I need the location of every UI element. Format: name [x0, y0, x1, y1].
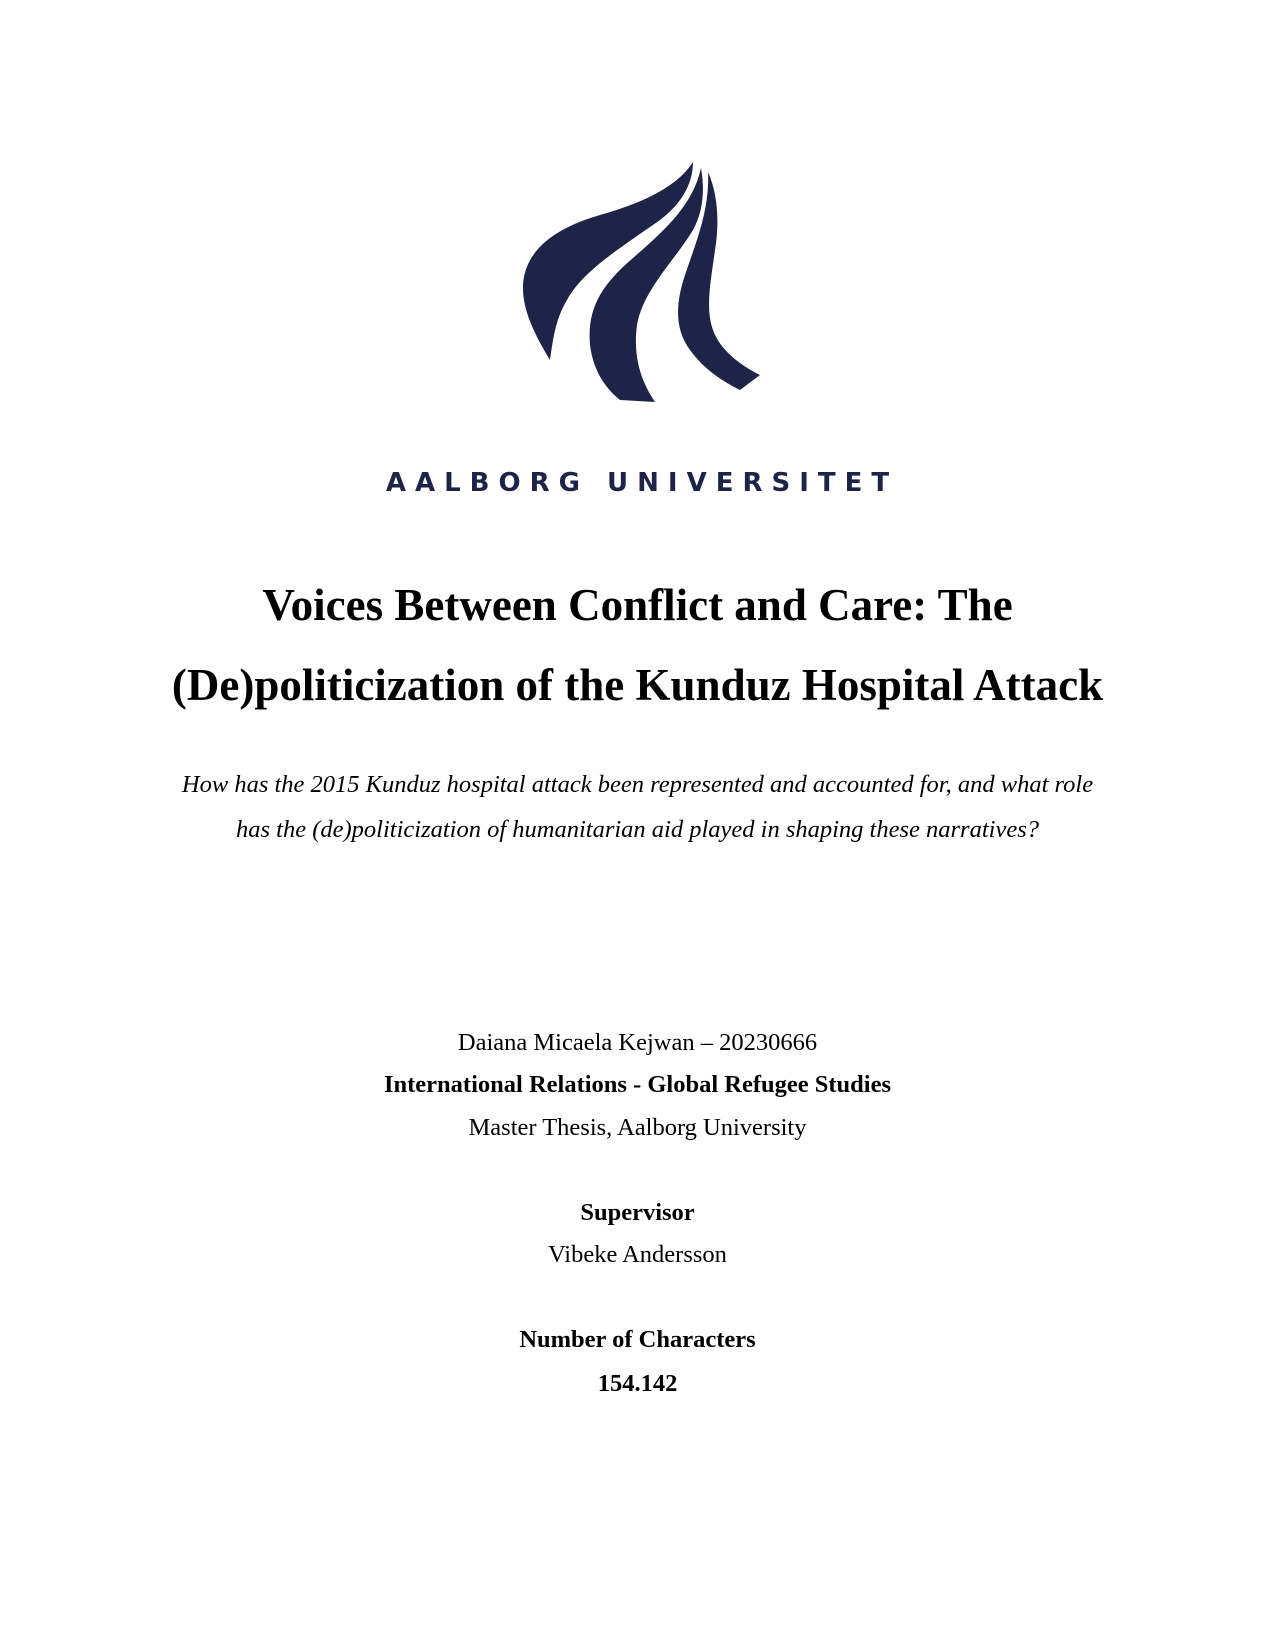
university-wordmark: AALBORG UNIVERSITET	[385, 468, 899, 498]
supervisor-label: Supervisor	[580, 1199, 695, 1226]
research-question	[0, 762, 1275, 852]
study-program: International Relations - Global Refugee Studies	[383, 1071, 892, 1098]
title-line-1: Voices Between Conflict and Care: The	[262, 580, 1013, 630]
character-count-label: Number of Characters	[519, 1326, 756, 1353]
author-name: Daiana Micaela Kejwan – 20230666	[457, 1029, 818, 1056]
thesis-title	[0, 565, 1275, 725]
supervisor-name: Vibeke Andersson	[548, 1241, 727, 1268]
aalborg-university-logo-icon	[515, 150, 760, 405]
research-question-line-1: How has the 2015 Kunduz hospital attack been represented and accounted for, and what role	[181, 771, 1094, 798]
thesis-type: Master Thesis, Aalborg University	[468, 1114, 807, 1141]
research-question-line-2: has the (de)politicization of humanitarian aid played in shaping these narratives?	[236, 816, 1039, 843]
title-line-2: (De)politicization of the Kunduz Hospital Attack	[171, 660, 1104, 710]
character-count-value: 154.142	[597, 1370, 678, 1397]
